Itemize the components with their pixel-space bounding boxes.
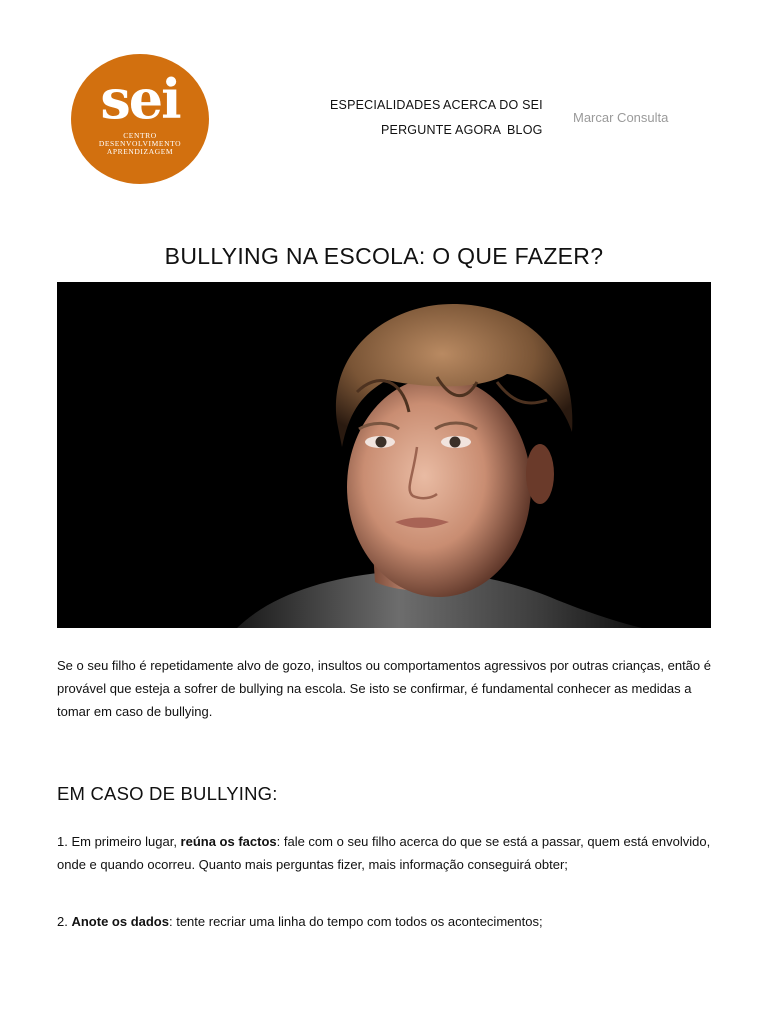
book-appointment-link[interactable]: Marcar Consulta (573, 110, 669, 125)
section-heading: EM CASO DE BULLYING: (57, 783, 278, 804)
nav-link-blog[interactable]: BLOG (507, 123, 543, 137)
list-item-prefix: 1. Em primeiro lugar, (57, 834, 181, 849)
logo-subtitle-line: CENTRO (123, 131, 157, 140)
list-item-text: : fale com o seu filho acerca do que se está a passar, quem está envolvido, onde e quando ocorreu. Quanto mais perguntas fizer, mais informação conseguirá obter; (57, 834, 711, 872)
logo-subtitle (71, 132, 209, 156)
page-title: BULLYING NA ESCOLA: O QUE FAZER? (164, 243, 604, 269)
nav-link-acerca-do-sei[interactable]: ACERCA DO SEI (443, 98, 543, 112)
logo-wordmark: sei (100, 67, 180, 131)
list-item-emphasis: Anote os dados (71, 914, 169, 929)
list-item (57, 830, 717, 876)
list-item-text: : tente recriar uma linha do tempo com todos os acontecimentos; (168, 914, 543, 929)
list-item-prefix: 2. (57, 914, 72, 929)
logo-subtitle-line: DESENVOLVIMENTO (98, 139, 182, 148)
article-intro: Se o seu filho é repetidamente alvo de gozo, insultos ou comportamentos agressivos por outras crianças, então é provável que esteja a sofrer de bullying na escola. Se isto se confirmar, é fundamental conhecer as medidas a tomar em caso de bullying. (57, 658, 711, 719)
list-item (57, 910, 717, 933)
site-logo[interactable] (71, 54, 209, 184)
nav-link-pergunte-agora[interactable]: PERGUNTE AGORA (381, 123, 502, 137)
list-item-emphasis: reúna os factos (180, 834, 277, 849)
logo-subtitle-line: APRENDIZAGEM (106, 147, 174, 156)
boy-portrait-illustration (57, 282, 711, 628)
hero-image (57, 282, 711, 628)
nav-link-especialidades[interactable]: ESPECIALIDADES (330, 98, 441, 112)
